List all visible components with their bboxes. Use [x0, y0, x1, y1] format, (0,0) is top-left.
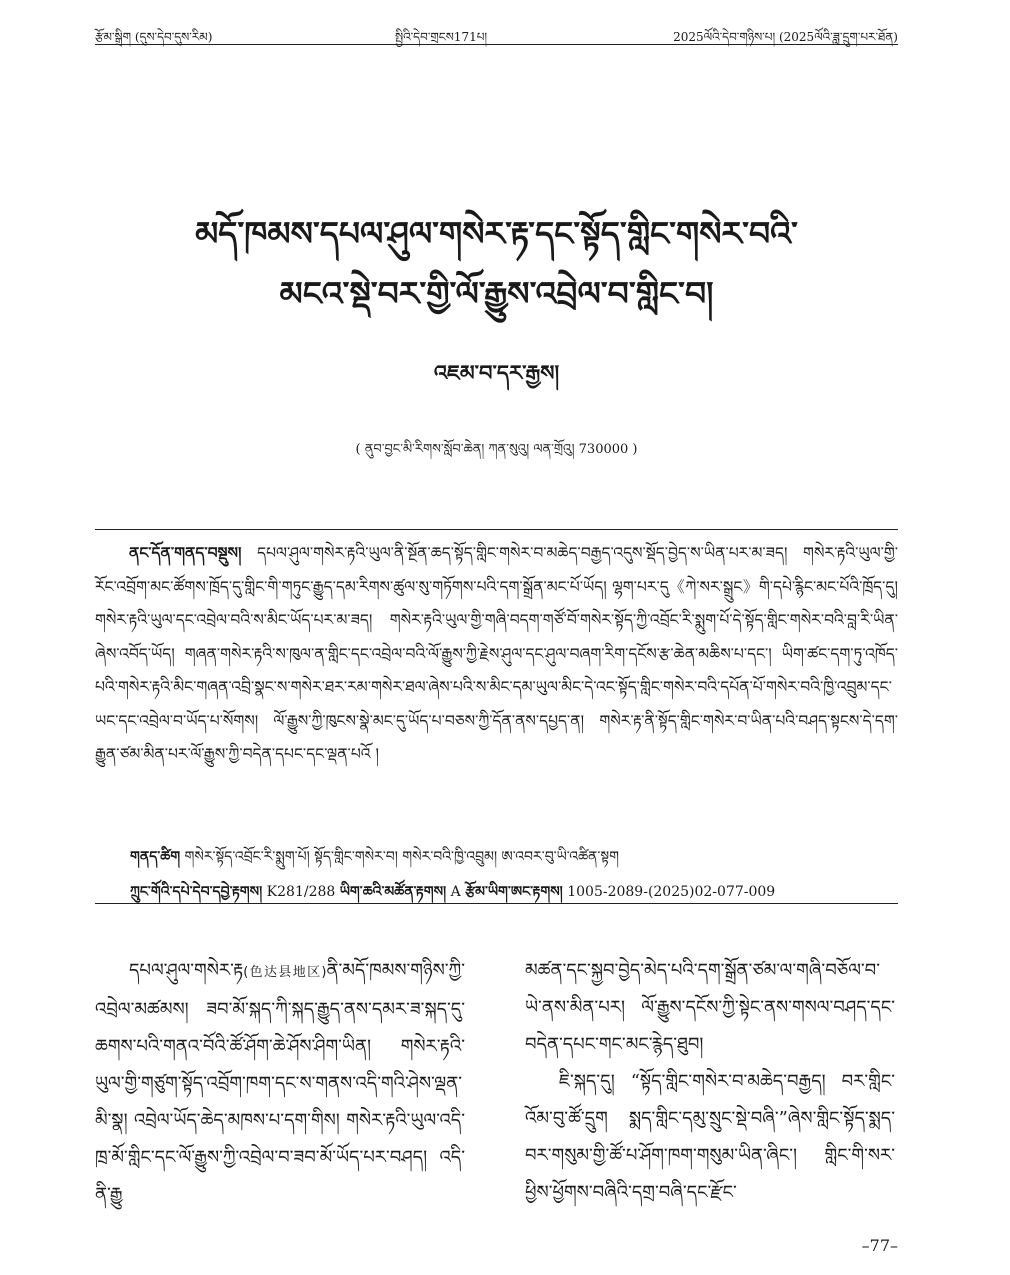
clc-value: K281/288: [266, 884, 336, 900]
author-name: འཇམ་བ་དར་རྒྱས།: [433, 360, 560, 385]
issue-number: སྤྱིའི་དེབ་གྲངས171པ།: [395, 30, 488, 44]
body-paragraph: མཚན་དང་སྐྱབ་བྱེད་མེད་པའི་དག་སྒྲོན་ཙམ་ལ་གཞི་བཅོལ་བ་ཡེ་ནས་མིན་པར། ལོ་རྒྱུས་དངོས་ཀྱི་སྟེང་ནས་གསལ་བཤད་དང་བདེན་དཔང་གང་མང་རྙེད་ཐུབ།: [525, 960, 895, 1055]
article-title-line-1: མདོ་ཁམས་དཔལ་ཤུལ་གསེར་རྟ་དང་སྟོད་གླིང་གསེར་བའི་: [195, 214, 798, 253]
body-column-right: [525, 952, 895, 1211]
abstract-bottom-rule: [95, 903, 898, 904]
body-text: ཇི་སྐད་དུ། “སྟོད་གླིང་གསེར་བ་མཆེད་བརྒྱད། བར་གླིང་འོམ་བུ་ཚོ་དྲུག སྨད་གླིང་དམུ་སྲུང་སྡེ་བཞི་”ཞེས་གླིང་སྟོད་སྨད་བར་གསུམ་གྱི་ཚོ་པ་ཤོག་ཁག་གསུམ་ཡིན་ཞིང་། གླིང་གི་སར་ཕྱིས་ཕྱོགས་བཞིའི་དགྲ་བཞི་དང་རྫོང་: [525, 1071, 895, 1203]
keywords-text: གསེར་སྟོད་འབྲོང་རི་སྨུག་པོ། སྟོད་གླིང་གསེར་བ། གསེར་བའི་ཁྱི་འབྲུམ། ཨ་འབར་བུ་ཡི་འཚིན་སྟག: [184, 849, 619, 865]
running-header: [95, 18, 898, 45]
journal-name: རྩོམ་སྒྲིག (དུས་དེབ་དུས་རིམ): [95, 30, 213, 44]
abstract-text: དཔལ་ཤུལ་གསེར་རྟའི་ཡུལ་ནི་སྔོན་ཆད་སྟོད་གླིང་གསེར་བ་མཆེད་བརྒྱད་འདུས་སྡོད་བྱེད་ས་ཡིན་པར་མ་ཟད། གསེར་རྟའི་ཡུལ་གྱི་རོང་འབྲོག་མང་ཚོགས་ཁྲོད་དུ་གླིང་གི་གཏུང་རྒྱུད་དམ་རིགས་ཚུལ་སུ་གཏོགས་པའི་དག་སྒྲོན་མང་པོ་ཡོད། ལྷག་པར་དུ《ཀེ་སར་སྒྲུང》གི་དཔེ་རྙིང་མང་པོའི་ཁྲོད་དུ། གསེར་རྟའི་ཡུལ་དང་འབྲེལ་བའི་ས་མིང་ཡོད་པར་མ་ཟད། གསེར་རྟའི་ཡུལ་གྱི་གཞི་བདག་གཙོ་བོ་གསེར་སྟོད་ཀྱི་འབྲོང་རི་སྨུག་པོ་དེ་སྟོད་གླིང་གསེར་བའི་བླ་རི་ཡིན་ཞེས་འབོད་ཡོད། གཞན་གསེར་རྟའི་ས་ཁུལ་ན་གླིང་དང་འབྲེལ་བའི་ལོ་རྒྱུས་ཀྱི་རྗེས་ཤུལ་དང་ཤུལ་བཞག་རིག་དངོས་རྩ་ཆེན་མཆིས་པ་དང་། ཡིག་ཚང་དག་ཏུ་འཁོད་པའི་གསེར་རྟའི་མིང་གཞན་འབྲི་སྣང་ས་གསེར་ཐར་རམ་གསེར་ཐལ་ཞེས་པའི་ས་མིང་དམ་ཡུལ་མིང་དེ་འང་སྟོད་གླིང་གསེར་བའི་དཔོན་པོ་གསེར་བའི་ཁྱི་འབྲུམ་དང་ཡང་དང་འབྲེལ་བ་ཡོད་པ་སོགས། ལོ་རྒྱུས་ཀྱི་ཁུངས་སྣེ་མང་དུ་ཡོད་པ་བཅས་ཀྱི་དོན་ནས་དཔྱད་ན། གསེར་རྟ་ནི་སྟོད་གླིང་གསེར་བ་ཡིན་པའི་བཤད་སྟངས་དེ་དག་རྒྱུན་ཙམ་མིན་པར་ལོ་རྒྱུས་ཀྱི་བདེན་དཔང་དང་ལྡན་པའོ །: [95, 544, 898, 763]
issue-date: 2025ལོའི་དེབ་གཉིས་པ། (2025ལོའི་ཟླ་དྲུག་པར་ཐོན): [673, 30, 898, 44]
article-id-label: རྩོམ་ཡིག་ཨང་རྟགས།: [465, 884, 563, 900]
body-paragraph: [525, 1063, 895, 1211]
body-text: ནི་མདོ་ཁམས་གཉིས་ཀྱི་འབྲེལ་མཚམས། ཟབ་མོ་སྐད་ཀི་སྐད་རྒྱུད་ནས་དམར་ཟ་སྐད་དུ་ཆགས་པའི་གནའ་བོའི་ཚོ་ཤོག་ཆེ་ཤོས་ཤིག་ཡིན། གསེར་རྟའི་ཡུལ་གྱི་གཙུག་སྟོད་འབྲོག་ཁག་དང་ས་གནས་འདི་གའི་ཤེས་ལྡན་མི་སྣ། འབྲེལ་ཡོད་ཆེད་མཁས་པ་དག་གིས། གསེར་རྟའི་ཡུལ་འདི་ཁྲ་མོ་གླིང་དང་ལོ་རྒྱུས་ཀྱི་འབྲེལ་བ་ཟབ་མོ་ཡོད་པར་བཤད། འདི་ནི་རྒྱུ: [95, 960, 465, 1205]
chinese-gloss: (色达县地区): [243, 965, 327, 980]
clc-label: ཀྲུང་གོའི་དཔེ་དེབ་དབྱེ་རྟགས།: [130, 884, 263, 900]
page-number: –77–: [861, 1236, 898, 1255]
keywords-label: གནད་ཚིག: [130, 849, 181, 865]
author-affiliation: ( ནུབ་བྱང་མི་རིགས་སློབ་ཆེན། ཀན་སུའུ། ལན་གྲོའུ། 730000 ): [355, 442, 638, 457]
article-id-value: 1005-2089-(2025)02-077-009: [567, 884, 776, 900]
keywords-line: [130, 840, 898, 880]
article-title-line-2: མངའ་སྡེ་བར་གྱི་ལོ་རྒྱུས་འབྲེལ་བ་གླིང་བ།: [279, 274, 714, 313]
doc-code-value: A: [450, 884, 461, 900]
body-column-left: [95, 952, 465, 1213]
abstract-top-rule: [95, 529, 898, 530]
classification-line: [130, 875, 898, 915]
body-paragraph: [95, 952, 465, 1213]
abstract-block: [95, 536, 898, 772]
abstract-label: ནང་དོན་གནད་བསྡུས།: [129, 543, 242, 562]
doc-code-label: ཡིག་ཆའི་མཚོན་རྟགས།: [339, 884, 447, 900]
body-text: དཔལ་ཤུལ་གསེར་རྟ: [129, 960, 244, 981]
